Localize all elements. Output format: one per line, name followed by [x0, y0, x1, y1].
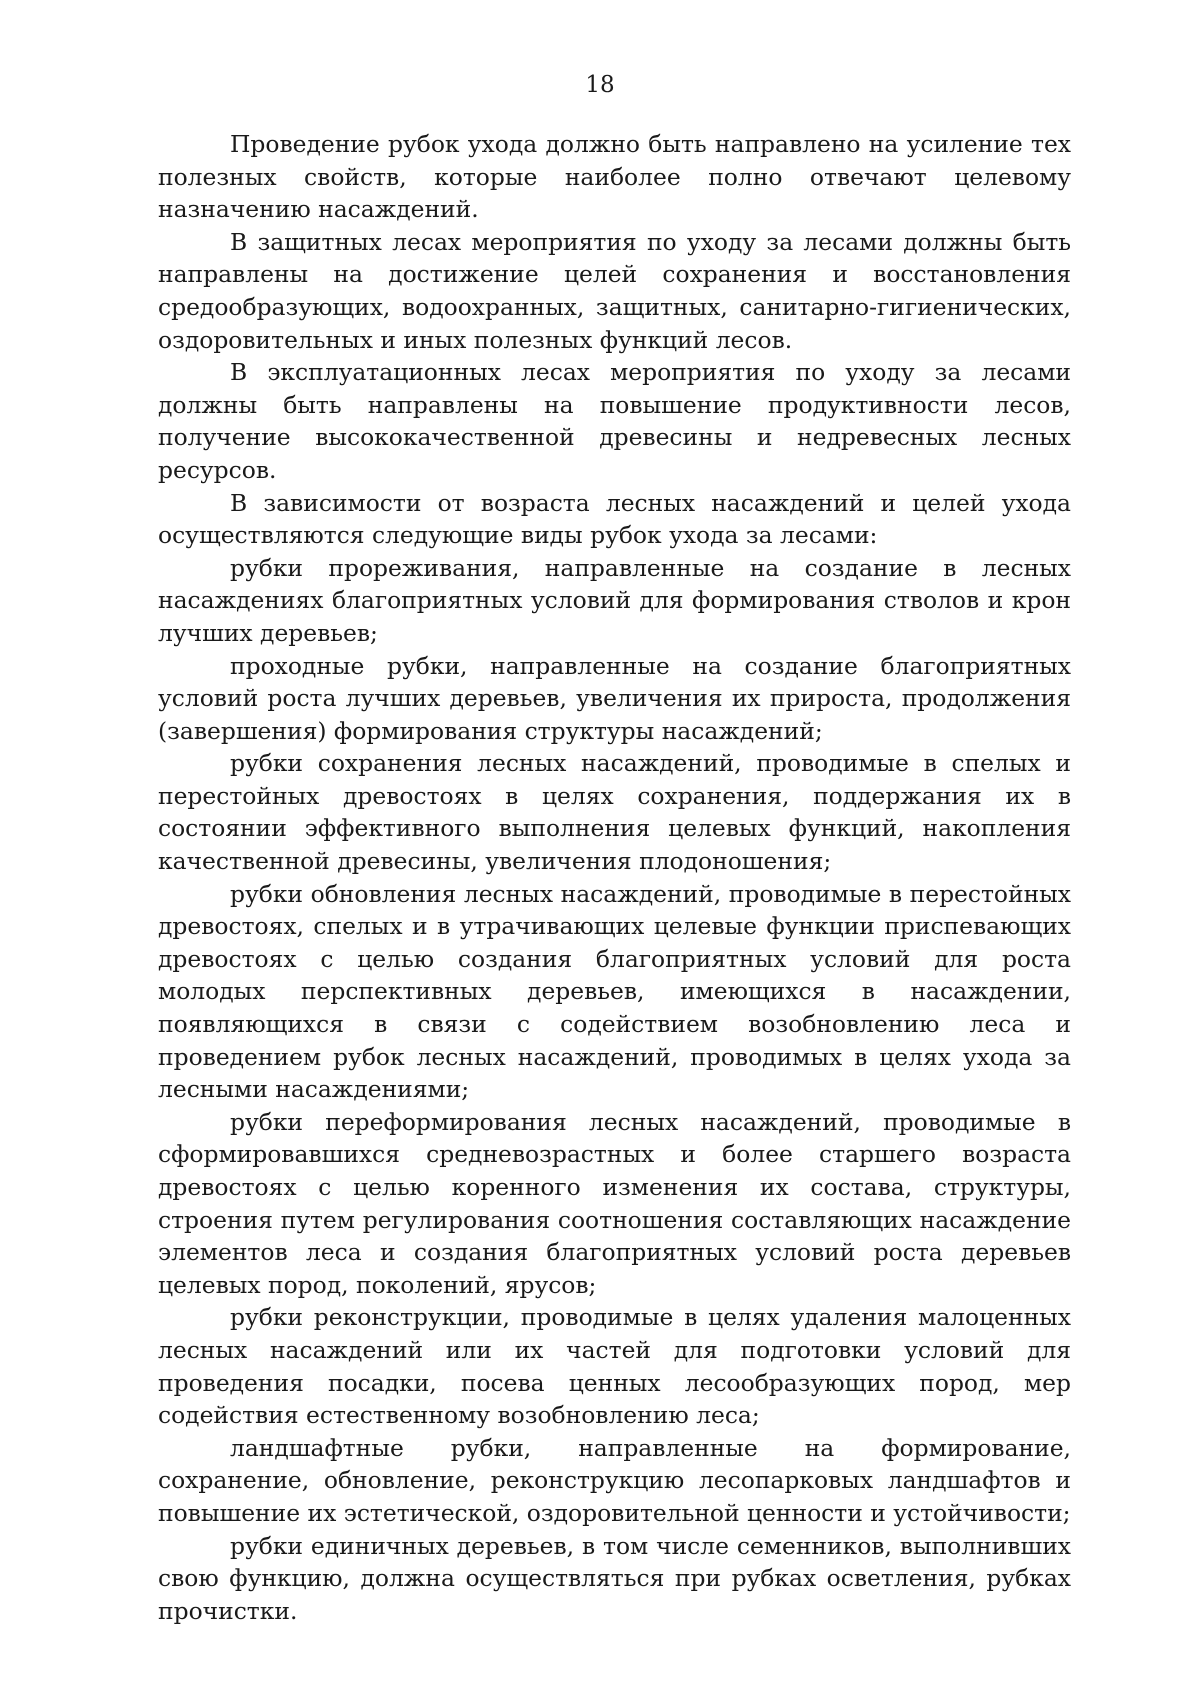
list-item-paragraph: рубки переформирования лесных насаждений, проводимые в сформировавшихся средневозрастных и более старшего возраста древостоях с целью коренного изменения их состава, структуры, строения путем регулирования соотношения составляющих насаждение элементов леса и создания благоприятных условий роста деревьев целевых пород, поколений, ярусов;	[158, 1107, 1071, 1299]
list-item-paragraph: рубки прореживания, направленные на создание в лесных насаждениях благоприятных условий для формирования стволов и крон лучших деревьев;	[158, 553, 1071, 647]
list-item-paragraph: рубки сохранения лесных насаждений, проводимые в спелых и перестойных древостоях в целях сохранения, поддержания их в состоянии эффективного выполнения целевых функций, накопления качественной древесины, увеличения плодоношения;	[158, 749, 1071, 876]
paragraph: В защитных лесах мероприятия по уходу за лесами должны быть направлены на достижение целей сохранения и восстановления средообразующих, водоохранных, защитных, санитарно-гигиенических, оздоровительных и иных полезных функций лесов.	[158, 227, 1071, 354]
list-item-paragraph: рубки реконструкции, проводимые в целях удаления малоценных лесных насаждений или их частей для подготовки условий для проведения посадки, посева ценных лесообразующих пород, мер содействия естественному возобновлению леса;	[158, 1303, 1071, 1430]
list-item-paragraph: рубки единичных деревьев, в том числе семенников, выполнивших свою функцию, должна осуществляться при рубках осветления, рубках прочистки.	[158, 1531, 1071, 1625]
paragraph: В зависимости от возраста лесных насаждений и целей ухода осуществляются следующие виды рубок ухода за лесами:	[158, 488, 1071, 550]
document-body	[158, 128, 1071, 1627]
page-number: 18	[585, 72, 615, 98]
paragraph: В эксплуатационных лесах мероприятия по уходу за лесами должны быть направлены на повышение продуктивности лесов, получение высококачественной древесины и недревесных лесных ресурсов.	[158, 358, 1071, 484]
list-item-paragraph: рубки обновления лесных насаждений, проводимые в перестойных древостоях, спелых и в утрачивающих целевые функции приспевающих древостоях с целью создания благоприятных условий для роста молодых перспективных деревьев, имеющихся в насаждении, появляющихся в связи с содействием возобновлению леса и проведением рубок лесных насаждений, проводимых в целях ухода за лесными насаждениями;	[158, 879, 1071, 1104]
paragraph: Проведение рубок ухода должно быть направлено на усиление тех полезных свойств, которые наиболее полно отвечают целевому назначению насаждений.	[158, 130, 1071, 224]
list-item-paragraph: проходные рубки, направленные на создание благоприятных условий роста лучших деревьев, увеличения их прироста, продолжения (завершения) формирования структуры насаждений;	[158, 651, 1071, 745]
list-item-paragraph: ландшафтные рубки, направленные на формирование, сохранение, обновление, реконструкцию лесопарковых ландшафтов и повышение их эстетической, оздоровительной ценности и устойчивости;	[158, 1433, 1071, 1527]
